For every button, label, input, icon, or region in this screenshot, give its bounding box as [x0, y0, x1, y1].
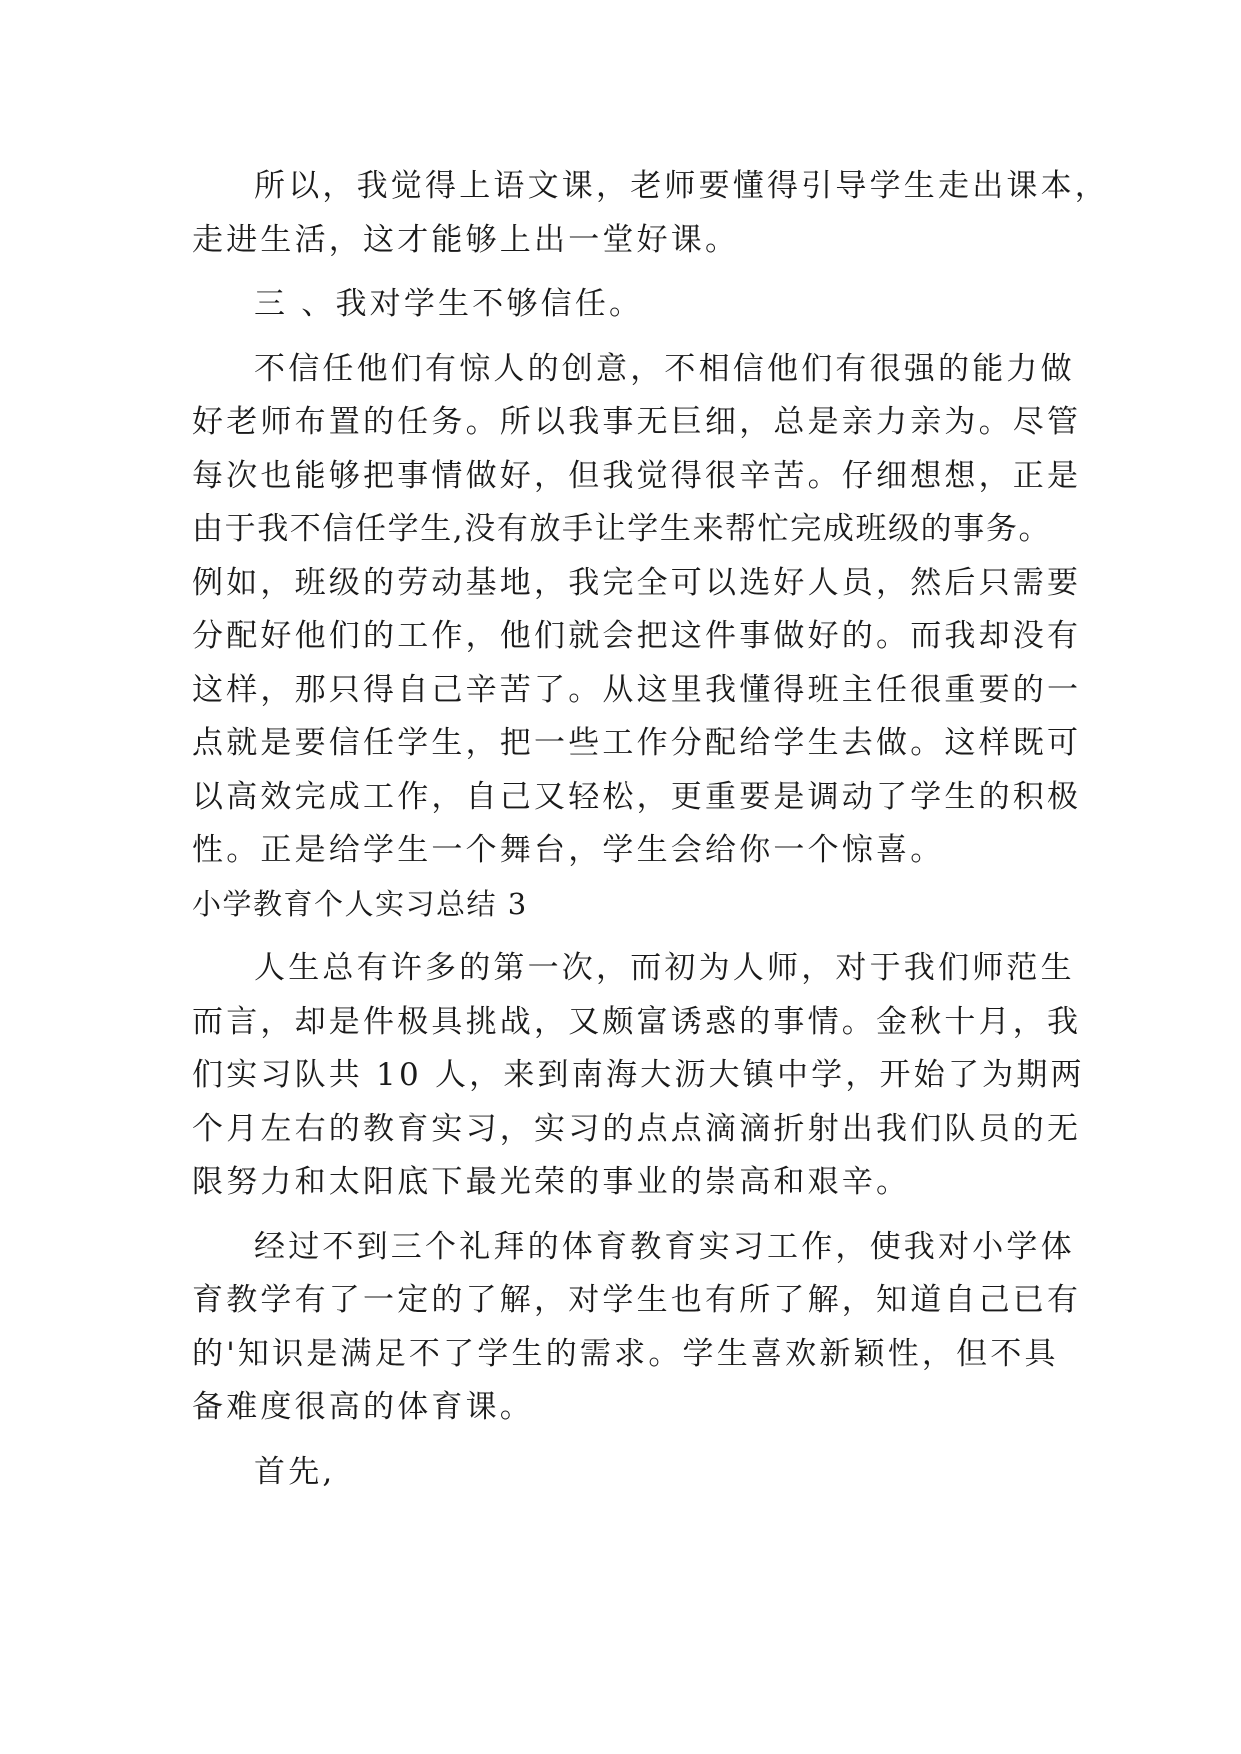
section-title: 小学教育个人实习总结 3 [192, 886, 528, 921]
text-line: 例如，班级的劳动基地，我完全可以选好人员，然后只需要 [192, 564, 1082, 601]
text-line: 性。正是给学生一个舞台，学生会给你一个惊喜。 [192, 832, 945, 868]
text-line: 限努力和太阳底下最光荣的事业的崇高和艰辛。 [192, 1164, 911, 1200]
text-line: 而言，却是件极具挑战，又颇富诱惑的事情。金秋十月，我 [192, 1003, 1082, 1040]
list-heading: 三 、我对学生不够信任。 [254, 286, 644, 322]
text-line: 点就是要信任学生，把一些工作分配给学生去做。这样既可 [192, 725, 1082, 761]
text-line: 这样，那只得自己辛苦了。从这里我懂得班主任很重要的一 [192, 671, 1082, 708]
text-line: 好老师布置的任务。所以我事无巨细，总是亲力亲为。尽管 [192, 404, 1082, 440]
text-line: 备难度很高的体育课。 [192, 1389, 534, 1425]
text-line: 首先, [254, 1453, 336, 1490]
text-line: 个月左右的教育实习，实习的点点滴滴折射出我们队员的无 [192, 1110, 1082, 1147]
text-line: 们实习队共 10 人，来到南海大沥大镇中学，开始了为期两 [192, 1057, 1085, 1093]
text-line: 经过不到三个礼拜的体育教育实习工作，使我对小学体 [254, 1228, 1075, 1265]
text-line: 不信任他们有惊人的创意，不相信他们有很强的能力做 [254, 350, 1075, 387]
paragraph-5 [192, 1221, 1082, 1435]
text-line: 每次也能够把事情做好，但我觉得很辛苦。仔细想想，正是 [192, 457, 1082, 494]
text-line: 分配好他们的工作，他们就会把这件事做好的。而我却没有 [192, 618, 1082, 654]
text-line: 所以，我觉得上语文课，老师要懂得引导学生走出课本， [254, 168, 1109, 204]
paragraph-6 [192, 1446, 1050, 1500]
text-line: 的'知识是满足不了学生的需求。学生喜欢新颖性，但不具 [192, 1335, 1059, 1372]
text-line: 人生总有许多的第一次，而初为人师，对于我们师范生 [254, 950, 1075, 986]
paragraph-4 [192, 942, 1085, 1210]
paragraph-2 [192, 278, 1050, 332]
paragraph-3 [192, 343, 1082, 878]
document-body [192, 160, 1109, 1499]
paragraph-1 [192, 160, 1109, 267]
text-line: 由于我不信任学生,没有放手让学生来帮忙完成班级的事务。 [192, 511, 1052, 547]
text-line: 以高效完成工作，自己又轻松，更重要是调动了学生的积极 [192, 778, 1082, 815]
text-line: 育教学有了一定的了解，对学生也有所了解，知道自己已有 [192, 1282, 1082, 1318]
text-line: 走进生活，这才能够上出一堂好课。 [192, 221, 740, 258]
